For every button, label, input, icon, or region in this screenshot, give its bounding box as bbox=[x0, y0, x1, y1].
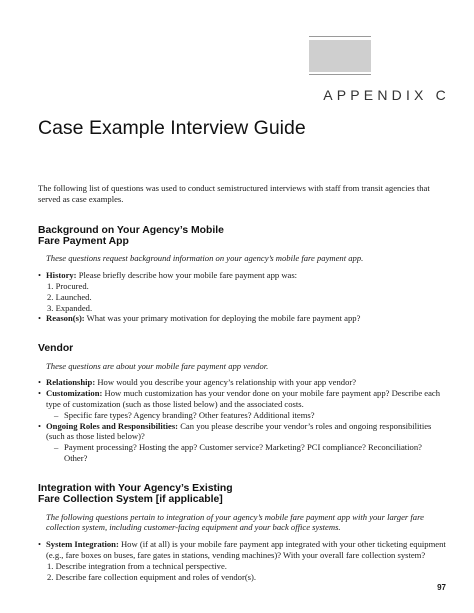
section-integration bbox=[38, 483, 446, 583]
heading-line: Background on Your Agency’s Mobile bbox=[38, 224, 224, 236]
section-vendor bbox=[38, 343, 446, 464]
question-label: Ongoing Roles and Responsibilities: bbox=[46, 420, 179, 431]
question-label: History: bbox=[46, 270, 77, 281]
question-list bbox=[38, 270, 446, 324]
question-item bbox=[38, 377, 446, 388]
question-item bbox=[38, 388, 446, 420]
question-text: Please briefly describe how your mobile fare payment app was: bbox=[78, 270, 298, 281]
section-heading bbox=[38, 225, 446, 248]
section-intro: These questions request background information on your agency’s mobile fare payment app. bbox=[46, 253, 364, 264]
sub-item: 2. Describe fare collection equipment and roles of vendor(s). bbox=[47, 571, 257, 582]
tab-rule-bottom bbox=[309, 74, 371, 75]
sub-item: 3. Expanded. bbox=[47, 302, 93, 313]
section-background bbox=[38, 225, 446, 325]
appendix-tab-block bbox=[309, 40, 371, 72]
dash-item: – Specific fare types? Agency branding? Other features? Additional items? bbox=[54, 410, 446, 421]
dash-list bbox=[46, 442, 446, 464]
sub-list bbox=[46, 561, 446, 583]
sub-item: 2. Launched. bbox=[47, 291, 92, 302]
question-list bbox=[38, 377, 446, 463]
section-intro: The following questions pertain to integration of your agency’s mobile fare payment app with your larger fare collection system, including customer-facing equipment and your back office systems. bbox=[46, 511, 424, 533]
section-heading bbox=[38, 343, 446, 354]
question-item bbox=[38, 270, 446, 313]
heading-line: Vendor bbox=[38, 343, 74, 355]
question-label: Reason(s): bbox=[46, 313, 85, 324]
heading-line: Integration with Your Agency’s Existing bbox=[38, 482, 233, 494]
heading-line: Fare Payment App bbox=[38, 236, 129, 247]
question-item bbox=[38, 313, 446, 324]
question-list bbox=[38, 539, 446, 582]
page-number: 97 bbox=[437, 583, 446, 592]
question-item bbox=[38, 539, 446, 582]
sub-list bbox=[46, 281, 446, 313]
sub-item: 1. Procured. bbox=[47, 281, 89, 291]
heading-line: Fare Collection System [if applicable] bbox=[38, 494, 223, 506]
question-label: System Integration: bbox=[46, 539, 119, 550]
question-text: What was your primary motivation for deploying the mobile fare payment app? bbox=[86, 313, 361, 324]
question-text: Can you please describe your vendor’s roles and ongoing responsibilities (such as those listed below)? bbox=[46, 420, 432, 442]
question-text: How would you describe your agency’s relationship with your app vendor? bbox=[97, 377, 357, 388]
appendix-label: APPENDIX C bbox=[323, 87, 450, 103]
question-label: Customization: bbox=[46, 388, 103, 399]
page-title: Case Example Interview Guide bbox=[38, 117, 306, 139]
sub-item: 1. Describe integration from a technical perspective. bbox=[47, 560, 227, 571]
dash-item: – Payment processing? Hosting the app? Customer service? Marketing? PCI compliance? Reconciliation? Other? bbox=[54, 442, 446, 464]
tab-rule-top bbox=[309, 36, 371, 37]
question-text: How much customization has your vendor done on your mobile fare payment app? Describe each type of customization (such as those listed below) and the associated costs. bbox=[46, 388, 441, 409]
question-label: Relationship: bbox=[46, 377, 96, 388]
question-text: How (if at all) is your mobile fare payment app integrated with your other ticketing equipment (e.g., fare boxes on buses, fare gates in stations, vending machines)? With your overall fare collection system? bbox=[46, 539, 446, 560]
dash-list bbox=[46, 410, 446, 421]
document-body bbox=[38, 183, 446, 582]
section-intro: These questions are about your mobile fare payment app vendor. bbox=[46, 360, 269, 371]
question-item bbox=[38, 421, 446, 464]
section-heading bbox=[38, 483, 446, 506]
intro-paragraph: The following list of questions was used to conduct semistructured interviews with staff from transit agencies that served as case examples. bbox=[38, 183, 430, 204]
